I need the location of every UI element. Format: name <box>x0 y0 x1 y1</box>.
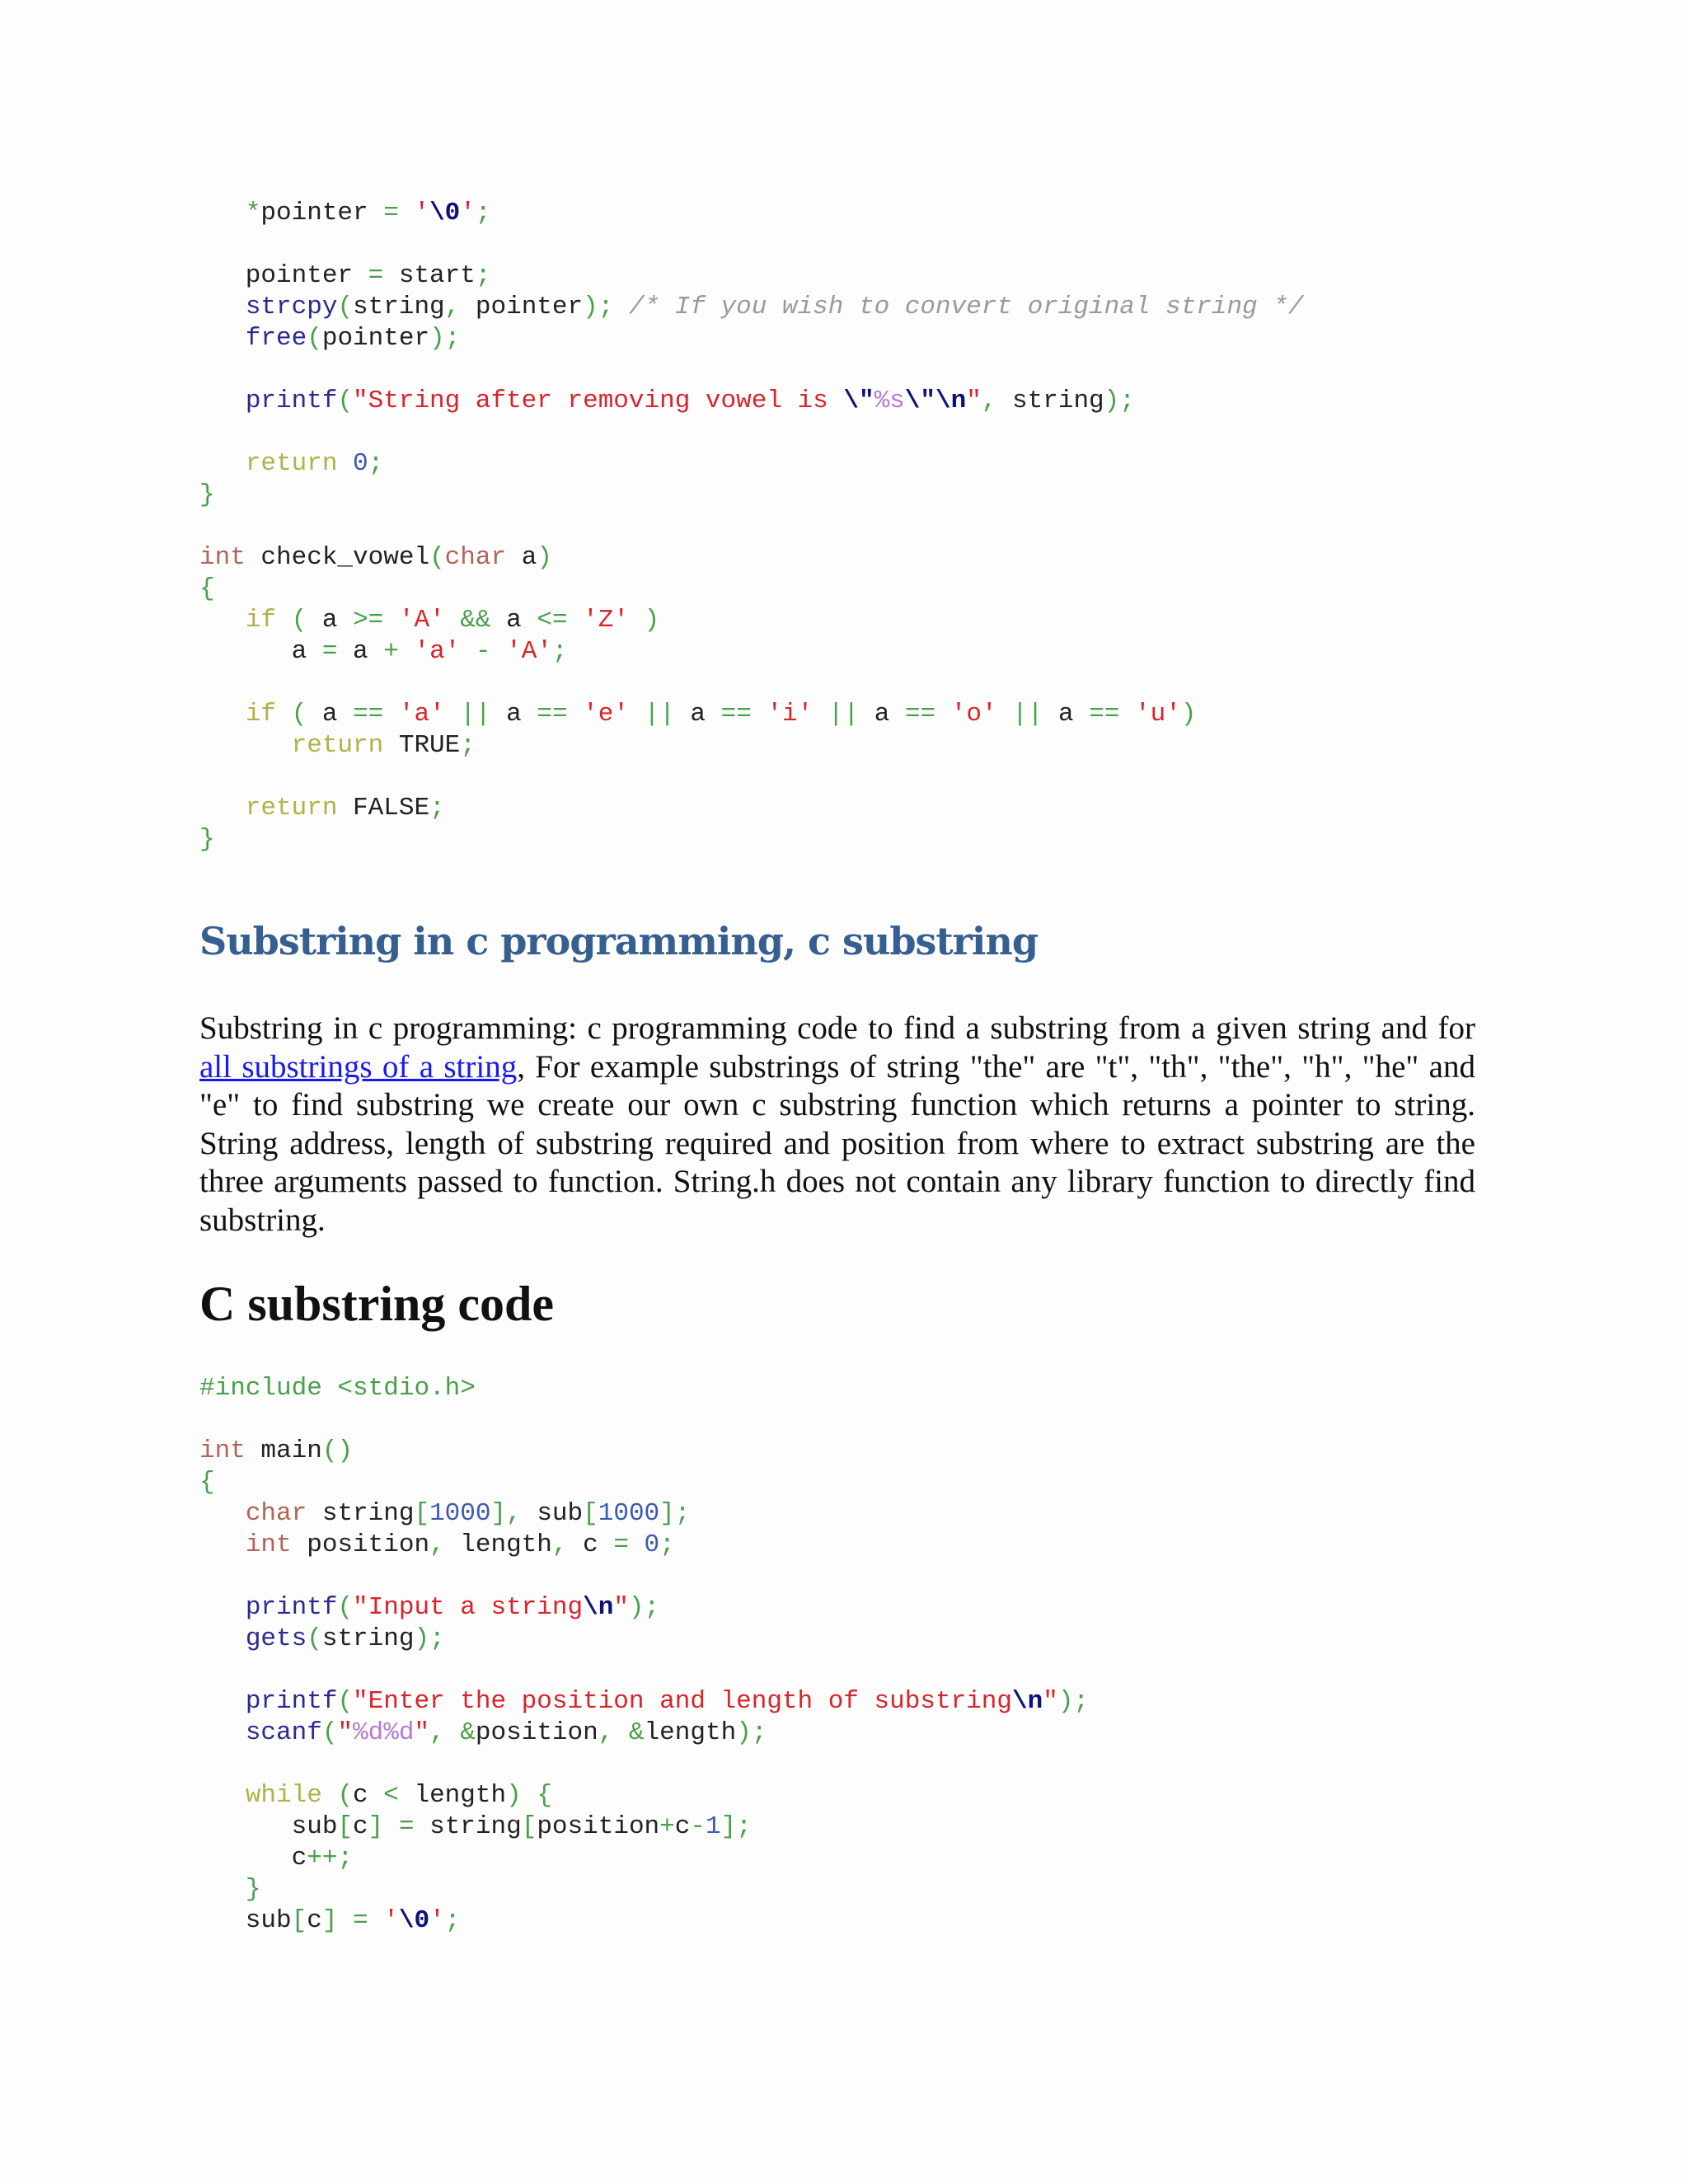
code-line: printf("Input a string\n"); <box>245 1593 660 1622</box>
code-line: } <box>199 825 215 854</box>
code-line: while (c < length) { <box>245 1781 552 1810</box>
section-heading: Substring in c programming, c substring <box>199 919 1039 963</box>
code-line: if ( a >= 'A' && a <= 'Z' ) <box>245 606 660 635</box>
code-line: return 0; <box>245 449 384 478</box>
paragraph-text-start: Substring in c programming: c programming code to find a substring from a given string and for <box>199 1010 1475 1046</box>
code-line <box>199 511 1303 542</box>
section-paragraph <box>199 1010 1475 1240</box>
code-line <box>199 1561 1089 1592</box>
code-line: free(pointer); <box>245 324 461 353</box>
code-block-substring <box>199 1373 1089 1937</box>
code-line: a = a + 'a' - 'A'; <box>199 637 568 666</box>
page-title: C substring code <box>199 1277 555 1331</box>
code-line: char string[1000], sub[1000]; <box>245 1499 691 1528</box>
code-line: *pointer = '\0'; <box>245 199 491 227</box>
code-line <box>199 229 1303 260</box>
code-line <box>199 1655 1089 1686</box>
code-line: gets(string); <box>245 1624 445 1653</box>
code-line: printf("String after removing vowel is \"%s\"\n", string); <box>245 387 1135 415</box>
code-line: return FALSE; <box>245 794 445 823</box>
code-line <box>199 417 1303 448</box>
paragraph-text-end: , For example substrings of string "the" are "t", "th", "the", "h", "he" and "e" to find substring we create our own c substring function which returns a pointer to string. String address, length of substring required and position from where to extract substring are the three arguments passed to function. String.h does not contain any library function to directly find substring. <box>199 1048 1475 1238</box>
all-substrings-link[interactable]: all substrings of a string <box>199 1048 518 1085</box>
code-line: pointer = start; <box>199 261 491 290</box>
code-line: } <box>199 480 215 509</box>
code-line <box>199 1404 1089 1436</box>
code-line: return TRUE; <box>291 731 476 760</box>
code-line <box>199 668 1303 699</box>
code-line: c++; <box>199 1844 354 1872</box>
code-line: int main() <box>199 1436 354 1465</box>
code-line: sub[c] = string[position+c-1]; <box>199 1812 752 1841</box>
code-line: int position, length, c = 0; <box>245 1530 675 1559</box>
code-line: scanf("%d%d", &position, &length); <box>245 1718 767 1747</box>
code-line: int check_vowel(char a) <box>199 543 552 572</box>
code-line: #include <stdio.h> <box>199 1374 476 1403</box>
code-line: strcpy(string, pointer); /* If you wish to convert original string */ <box>245 293 1304 321</box>
code-line: sub[c] = '\0'; <box>199 1906 461 1935</box>
code-line: } <box>245 1875 261 1904</box>
code-block-vowel-removal <box>199 198 1303 855</box>
code-line <box>199 1749 1089 1780</box>
code-line <box>199 762 1303 793</box>
code-line: { <box>199 1468 215 1497</box>
code-line: printf("Enter the position and length of substring\n"); <box>245 1687 1090 1716</box>
code-line <box>199 354 1303 386</box>
code-line: { <box>199 574 215 603</box>
code-line: if ( a == 'a' || a == 'e' || a == 'i' || a == 'o' || a == 'u') <box>245 700 1197 729</box>
